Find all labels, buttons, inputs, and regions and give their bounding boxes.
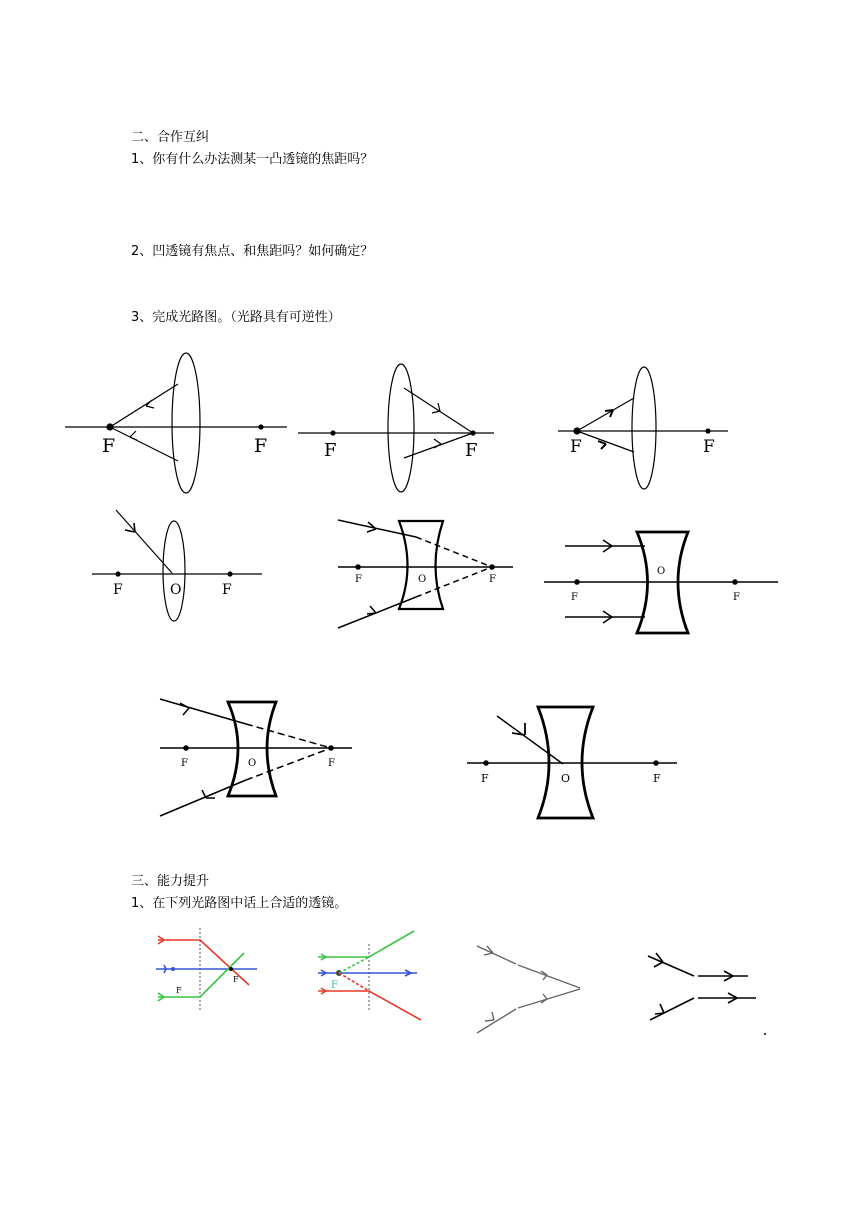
focus-label: F	[222, 582, 232, 598]
focus-label: F	[102, 435, 116, 457]
diagram-colored-2	[318, 931, 421, 1020]
focus-label: F	[570, 437, 582, 457]
focus-label: F	[355, 574, 362, 585]
diagram-convex-3	[558, 367, 728, 489]
focus-label: F	[181, 758, 188, 769]
center-label: O	[561, 772, 571, 785]
focus-label: F	[733, 592, 740, 603]
section3-heading: 三、能力提升	[131, 874, 210, 889]
focus-label: F	[703, 437, 715, 457]
diagram-colored-1	[156, 928, 257, 1012]
question-2-3: 3、完成光路图。（光路具有可逆性）	[131, 310, 341, 325]
question-2-2: 2、凹透镜有焦点、和焦距吗？如何确定？	[131, 244, 374, 259]
diagram-concave-1	[338, 520, 513, 628]
diagram-concave-3	[160, 699, 352, 816]
focus-label: F	[465, 440, 478, 461]
focus-label: F	[254, 435, 268, 457]
section2-heading: 二、合作互纠	[131, 130, 210, 145]
center-label: O	[248, 758, 257, 769]
focus-label: F	[481, 772, 489, 785]
focus-label: F	[233, 975, 239, 984]
focus-label: F	[489, 574, 496, 585]
diagram-concave-4	[467, 707, 677, 818]
focus-label: F	[176, 986, 182, 995]
focus-label: F	[653, 772, 661, 785]
center-label: O	[170, 582, 182, 598]
diagram-convex-1	[65, 353, 287, 493]
diagram-concave-2	[544, 532, 778, 633]
diagram-black-parallel	[648, 953, 766, 1035]
diagram-convex-4	[92, 510, 262, 621]
question-3-1: 1、在下列光路图中话上合适的透镜。	[131, 896, 348, 911]
question-2-1: 1、你有什么办法测某一凸透镜的焦距吗？	[131, 152, 374, 167]
diagram-convex-2	[298, 364, 494, 492]
diagram-gray-converging	[477, 946, 580, 1033]
focus-label: F	[328, 758, 335, 769]
center-label: O	[418, 574, 427, 585]
focus-label: F	[331, 980, 338, 991]
focus-label: F	[324, 440, 337, 461]
focus-label: F	[113, 582, 123, 598]
center-label: O	[657, 566, 666, 577]
focus-label: F	[571, 592, 578, 603]
